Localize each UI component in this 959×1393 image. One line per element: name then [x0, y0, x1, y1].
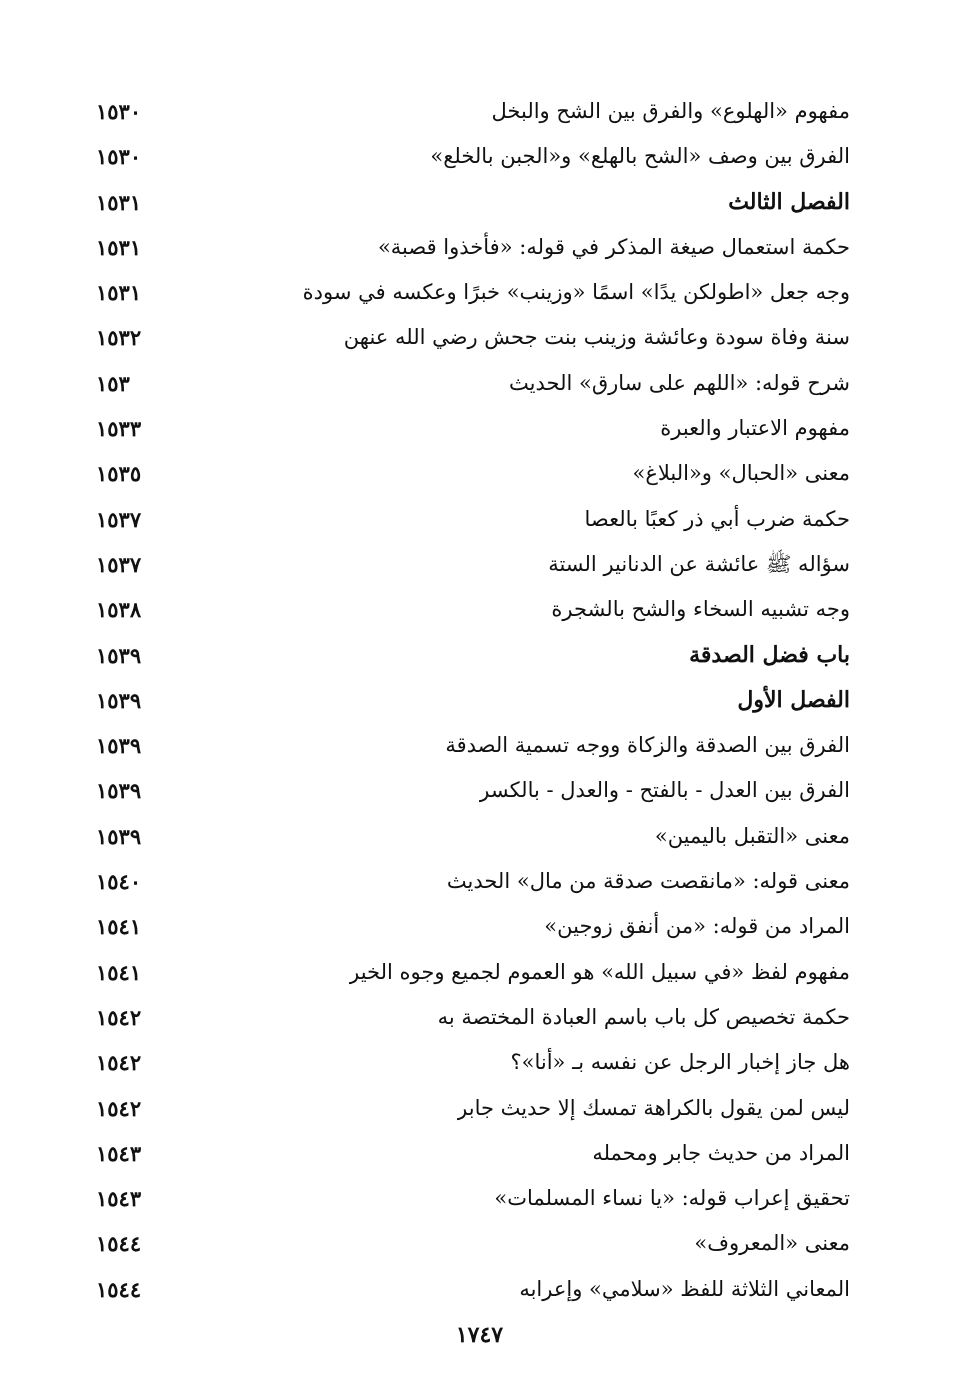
toc-entry-page-number: ١٥٣٩: [96, 733, 142, 759]
toc-entry-page-number: ١٥٤٤: [96, 1276, 142, 1302]
toc-entry-page-number: ١٥٤٢: [96, 1050, 142, 1076]
toc-entry-title: وجه تشبيه السخاء والشح بالشجرة: [551, 597, 850, 622]
toc-entry-page-number: ١٥٣٨: [96, 597, 142, 623]
toc-entry-page-number: ١٥٣٩: [96, 778, 142, 804]
toc-entry-title: المراد من قوله: «من أنفق زوجين»: [544, 914, 850, 939]
toc-entry-title: حكمة تخصيص كل باب باسم العبادة المختصة به: [437, 1004, 850, 1029]
toc-entry-title: سؤاله ﷺ عائشة عن الدنانير الستة: [548, 551, 850, 576]
toc-entry-page-number: ١٥٣٩: [96, 642, 142, 668]
section-heading-title: الفصل الثالث: [728, 188, 850, 215]
section-heading-title: باب فضل الصدقة: [689, 641, 850, 668]
toc-entry-page-number: ١٥٣٠: [96, 144, 142, 170]
toc-entry-page-number: ١٥٣٠: [96, 99, 142, 124]
toc-entry-page-number: ١٥٣٢: [96, 325, 142, 351]
table-of-contents: [0, 89, 959, 1312]
toc-row: [0, 451, 959, 496]
section-heading-row: [0, 633, 959, 678]
toc-row: [0, 1131, 959, 1176]
toc-row: [0, 225, 959, 270]
section-heading-row: [0, 678, 959, 723]
toc-entry-title: مفهوم لفظ «في سبيل الله» هو العموم لجميع وجوه الخير: [349, 959, 850, 984]
toc-entry-title: حكمة ضرب أبي ذر كعبًا بالعصا: [584, 506, 850, 531]
toc-entry-title: مفهوم الاعتبار والعبرة: [660, 416, 850, 441]
toc-entry-page-number: ١٥٣٥: [96, 461, 142, 487]
toc-entry-title: وجه جعل «اطولكن يدًا» اسمًا «وزينب» خبرًا وعكسه في سودة: [302, 280, 850, 305]
toc-entry-page-number: ١٥٣١: [96, 189, 142, 215]
toc-row: [0, 361, 959, 406]
toc-row: [0, 950, 959, 995]
toc-entry-page-number: ١٥٤٣: [96, 1186, 142, 1212]
toc-row: [0, 995, 959, 1040]
toc-entry-page-number: ١٥٣١: [96, 234, 142, 260]
toc-row: [0, 497, 959, 542]
toc-entry-title: معنى قوله: «مانقصت صدقة من مال» الحديث: [446, 869, 850, 894]
toc-entry-title: سنة وفاة سودة وعائشة وزينب بنت جحش رضي الله عنهن: [343, 325, 850, 350]
toc-entry-page-number: ١٥٣٧: [96, 551, 142, 577]
toc-entry-page-number: ١٥٤٢: [96, 1095, 142, 1121]
toc-entry-title: معنى «التقبل باليمين»: [654, 823, 850, 848]
toc-entry-title: معنى «المعروف»: [694, 1231, 850, 1256]
toc-row: [0, 1176, 959, 1221]
toc-row: [0, 270, 959, 315]
toc-entry-title: تحقيق إعراب قوله: «يا نساء المسلمات»: [494, 1186, 850, 1211]
toc-row: [0, 406, 959, 451]
toc-entry-page-number: ١٥٤٢: [96, 1004, 142, 1030]
toc-entry-title: المراد من حديث جابر ومحمله: [592, 1140, 850, 1165]
toc-row: [0, 1086, 959, 1131]
toc-entry-title: الفرق بين العدل - بالفتح - والعدل - بالكسر: [479, 778, 850, 803]
toc-row: [0, 1221, 959, 1266]
toc-row: [0, 768, 959, 813]
toc-row: [0, 315, 959, 360]
toc-entry-page-number: ١٥٣٣: [96, 416, 142, 442]
toc-entry-title: هل جاز إخبار الرجل عن نفسه بـ «أنا»؟: [510, 1050, 850, 1075]
toc-entry-page-number: ١٥٣٩: [96, 823, 142, 849]
toc-entry-page-number: ١٥٣: [96, 370, 130, 396]
toc-row: [0, 587, 959, 632]
toc-entry-title: حكمة استعمال صيغة المذكر في قوله: «فأخذوا قصبة»: [377, 234, 850, 259]
toc-entry-page-number: ١٥٤١: [96, 914, 142, 940]
section-heading-title: الفصل الأول: [737, 686, 850, 713]
toc-row: [0, 859, 959, 904]
toc-row: [0, 542, 959, 587]
page-number: ١٧٤٧: [455, 1322, 504, 1348]
toc-entry-page-number: ١٥٤١: [96, 959, 142, 985]
section-heading-row: [0, 180, 959, 225]
toc-entry-page-number: ١٥٤٣: [96, 1140, 142, 1166]
toc-row: [0, 89, 959, 134]
toc-entry-title: الفرق بين الصدقة والزكاة ووجه تسمية الصدقة: [445, 733, 850, 758]
toc-entry-page-number: ١٥٤٠: [96, 869, 142, 895]
toc-row: [0, 134, 959, 179]
toc-entry-title: معنى «الحبال» و«البلاغ»: [632, 461, 850, 486]
toc-entry-page-number: ١٥٤٤: [96, 1231, 142, 1257]
toc-entry-title: المعاني الثلاثة للفظ «سلامي» وإعرابه: [519, 1276, 850, 1301]
toc-entry-page-number: ١٥٣٩: [96, 687, 142, 713]
toc-row: [0, 814, 959, 859]
toc-row: [0, 904, 959, 949]
toc-row: [0, 723, 959, 768]
toc-entry-title: مفهوم «الهلوع» والفرق بين الشح والبخل: [491, 99, 850, 123]
toc-entry-page-number: ١٥٣٧: [96, 506, 142, 532]
toc-row: [0, 1267, 959, 1312]
toc-entry-title: الفرق بين وصف «الشح بالهلع» و«الجبن بالخلع»: [430, 144, 850, 169]
toc-entry-page-number: ١٥٣١: [96, 280, 142, 306]
toc-entry-title: ليس لمن يقول بالكراهة تمسك إلا حديث جابر: [457, 1095, 850, 1120]
toc-row: [0, 1040, 959, 1085]
toc-entry-title: شرح قوله: «اللهم على سارق» الحديث: [509, 370, 850, 395]
